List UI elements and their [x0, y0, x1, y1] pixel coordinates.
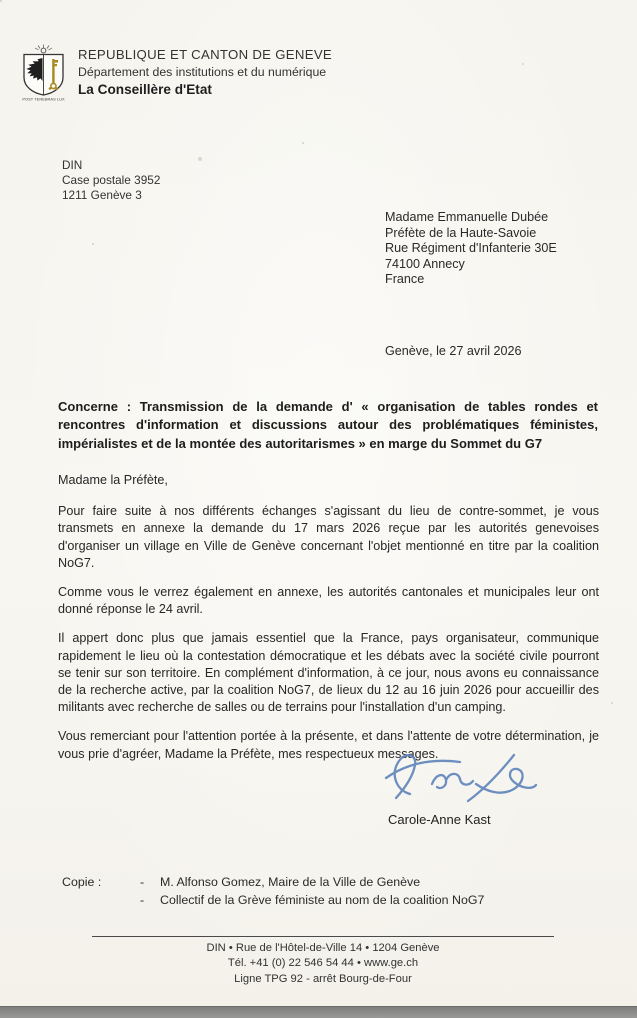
scan-noise-specks [0, 0, 2, 2]
date-line: Genève, le 27 avril 2026 [385, 344, 522, 358]
signer-role: La Conseillère d'Etat [78, 82, 212, 97]
signer-name: Carole-Anne Kast [388, 812, 491, 827]
paragraph: Vous remerciant pour l'attention portée à la présente, et dans l'attente de votre détermination, je vous prie d'agréer, Madame la Préfète, mes respectueux messages. [58, 729, 599, 761]
salutation: Madame la Préfète, [58, 473, 168, 487]
geneva-coat-of-arms-icon [20, 44, 67, 102]
sender-line: DIN [62, 158, 83, 172]
subject-line: Concerne : Transmission de la demande d' « organisation de tables rondes et rencontres d'information et discussions autour des problématiques féministes, impérialistes et de la montée des autoritarismes » en marge du Sommet du G7 [58, 399, 598, 451]
recipient-line: 74100 Annecy [385, 256, 465, 271]
copy-block [62, 873, 484, 909]
handwritten-signature-icon [380, 748, 540, 817]
footer-transit: Ligne TPG 92 - arrêt Bourg-de-Four [234, 972, 412, 985]
letter-footer [92, 936, 554, 987]
paragraph: Comme vous le verrez également en annexe, les autorités cantonales et municipales leur ont donné réponse le 24 avril. [58, 585, 599, 617]
copy-row [62, 891, 484, 909]
org-name: REPUBLIQUE ET CANTON DE GENEVE [78, 47, 333, 62]
recipient-line: Rue Régiment d'Infanterie 30E [385, 241, 557, 256]
recipient-address [385, 210, 557, 288]
copy-dash: - [140, 893, 145, 907]
recipient-line: France [385, 272, 425, 287]
letter-body [58, 472, 599, 775]
copy-label: Copie : [62, 875, 102, 889]
copy-row [62, 873, 484, 891]
copy-item: M. Alfonso Gomez, Maire de la Ville de Genève [160, 875, 421, 889]
recipient-line: Madame Emmanuelle Dubée [385, 210, 549, 224]
footer-contact: Tél. +41 (0) 22 546 54 44 • www.ge.ch [227, 957, 419, 970]
scanner-edge-bar [0, 1006, 637, 1018]
paragraph: Pour faire suite à nos différents échanges s'agissant du lieu de contre-sommet, je vous transmets en annexe la demande du 17 mars 2026 reçue par les autorités genevoises d'organiser un village en Ville de Genève concernant l'objet mentionné en titre par la coalition NoG7. [58, 504, 599, 570]
recipient-line: Préfète de la Haute-Savoie [385, 225, 537, 240]
footer-address: DIN • Rue de l'Hôtel-de-Ville 14 • 1204 Genève [206, 942, 440, 954]
sender-line: Case postale 3952 [62, 173, 161, 187]
copy-dash: - [140, 875, 145, 889]
department-name: Département des institutions et du numérique [78, 65, 327, 79]
coat-motto-text: POST TENEBRAS LUX [22, 96, 65, 102]
sender-address [62, 158, 160, 203]
letterhead [20, 44, 332, 102]
sender-line: 1211 Genève 3 [62, 188, 142, 202]
letterhead-text [78, 44, 332, 97]
copy-item: Collectif de la Grève féministe au nom de la coalition NoG7 [160, 893, 485, 907]
paragraph: Il appert donc plus que jamais essentiel que la France, pays organisateur, communique rapidement le lieu où la contestation démocratique et les débats avec la société civile pourront se tenir sur son territoire. En complément d'information, à ce jour, nous avons eu connaissance de la recherche active, par la coalition NoG7, de lieux du 12 au 16 juin 2026 pour accueillir des militants avec recherche de salles ou de terrains pour l'installation d'un camping. [58, 631, 599, 715]
